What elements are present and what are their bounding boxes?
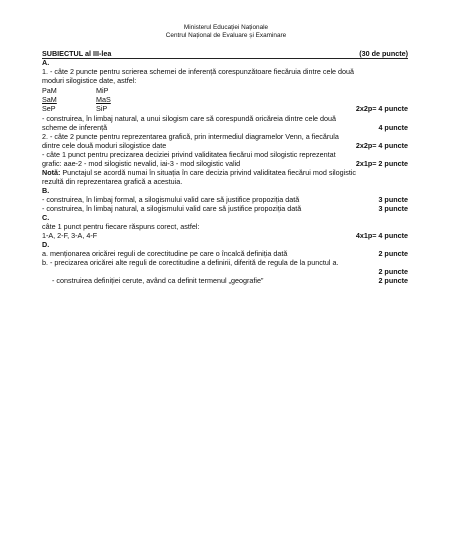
a-item2-line1: 2. - câte 2 puncte pentru reprezentarea grafică, prin intermediul diagramelor Venn, a fiecărula bbox=[42, 132, 339, 141]
a-constr1-line1: - construirea, în limbaj natural, a unui silogism care să corespundă oricăreia dintre cele două bbox=[42, 114, 337, 123]
subject-title: SUBIECTUL al III-lea bbox=[42, 49, 112, 58]
a-item1-line1: 1. - câte 2 puncte pentru scrierea schemei de inferență corespunzătoare fiecăruia dintre cele două bbox=[42, 67, 355, 76]
note-label: Notă: bbox=[42, 168, 61, 177]
premise-left-1: PaM bbox=[42, 86, 57, 95]
b-line1: - construirea, în limbaj formal, a silogismului valid care să justifice propoziția dată bbox=[42, 195, 300, 204]
premise-left-2: SaM bbox=[42, 95, 57, 104]
d-c-points: 2 puncte bbox=[378, 276, 408, 285]
d-c-line: - construirea definiției cerute, având ca definit termenul „geografie” bbox=[52, 276, 264, 285]
section-a-label: A. bbox=[42, 58, 50, 67]
ministry-name: Ministerul Educației Naționale bbox=[183, 24, 269, 31]
section-d-label: D. bbox=[42, 240, 50, 249]
d-a-line: a. menționarea oricărei reguli de corectitudine pe care o încalcă definiția dată bbox=[42, 249, 288, 258]
a-score2b: 2x1p= 2 puncte bbox=[355, 159, 408, 168]
b-line2: - construirea, în limbaj natural, a silogismului valid care să justifice propoziția dată bbox=[42, 204, 302, 213]
document-header bbox=[0, 24, 452, 40]
d-b-line: b. - precizarea oricărei alte reguli de corectitudine a definirii, diferită de regula de la punctul a. bbox=[42, 258, 339, 267]
c-answers: 1-A, 2-F, 3-A, 4-F bbox=[42, 231, 98, 240]
section-b-label: B. bbox=[42, 186, 50, 195]
section-c-label: C. bbox=[42, 213, 50, 222]
subject-points: (30 de puncte) bbox=[359, 49, 408, 58]
a-score2: 2x2p= 4 puncte bbox=[355, 141, 408, 150]
note-line1: Punctajul se acordă numai în situația în care decizia privind validitatea fiecărui mod silogistic bbox=[60, 168, 357, 177]
c-answers-row bbox=[42, 232, 408, 240]
premise-right-2: MaS bbox=[96, 95, 111, 104]
center-name: Centrul Național de Evaluare și Examinare bbox=[165, 32, 287, 39]
b-line2-row bbox=[42, 205, 408, 213]
a-score1: 2x2p= 4 puncte bbox=[355, 104, 408, 113]
a-item2-line2: dintre cele două moduri silogistice date bbox=[42, 141, 167, 150]
c-score: 4x1p= 4 puncte bbox=[355, 231, 408, 240]
a-constr1-line2: scheme de inferență bbox=[42, 123, 108, 132]
conclusion-left: SeP bbox=[42, 104, 56, 113]
a-note-line2: rezultă din reprezentarea grafică a acestuia. bbox=[42, 177, 183, 186]
b-line2-points: 3 puncte bbox=[378, 204, 408, 213]
a-constr1-points: 4 puncte bbox=[378, 123, 408, 132]
a-item2b-line2: grafic: aae-2 - mod silogistic nevalid, iai-3 - mod silogistic valid bbox=[42, 159, 241, 168]
conclusion-right: SiP bbox=[96, 104, 108, 113]
c-line1: câte 1 punct pentru fiecare răspuns corect, astfel: bbox=[42, 222, 200, 231]
d-c-row bbox=[42, 277, 408, 285]
subject-title-row bbox=[42, 50, 408, 59]
premise-right-1: MiP bbox=[96, 86, 109, 95]
a-item1-line2: moduri silogistice date, astfel: bbox=[42, 76, 137, 85]
syllogism-schemes bbox=[42, 87, 408, 115]
b-line1-points: 3 puncte bbox=[378, 195, 408, 204]
a-item2b-line1: - câte 1 punct pentru precizarea deciziei privind validitatea fiecărui mod silogistic reprezentat bbox=[42, 150, 336, 159]
d-b-points: 2 puncte bbox=[378, 267, 408, 276]
d-a-points: 2 puncte bbox=[378, 249, 408, 258]
